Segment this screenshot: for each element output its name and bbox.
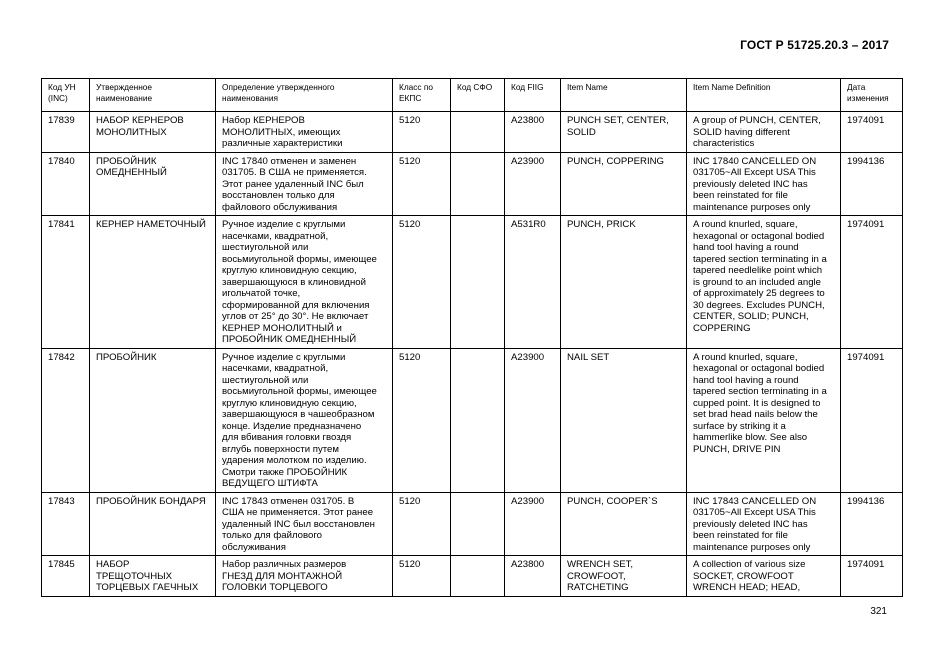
table-cell: Ручное изделие с круглыми насечками, квадратной, шестиугольной или восьмиугольной формы, имеющее круглую клиновидную секцию, завершающуюся в чашеобразном конце. Изделие предназначено для вбивания головки гвоздя вглубь поверхности путем ударения молотком по изделию. Смотри также ПРОБОЙНИК ВЕДУЩЕГО ШТИФТА	[216, 348, 393, 492]
table-cell: Ручное изделие с круглыми насечками, квадратной, шестиугольной или восьмиугольной формы, имеющее круглую клиновидную секцию, завершающуюся в клиновидной игольчатой точке, сформированной для включения углов от 25° до 30°. Не включает КЕРНЕР МОНОЛИТНЫЙ и ПРОБОЙНИК ОМЕДНЕННЫЙ	[216, 216, 393, 349]
document-header: ГОСТ Р 51725.20.3 – 2017	[740, 38, 889, 52]
table-cell: ПРОБОЙНИК ОМЕДНЕННЫЙ	[90, 152, 216, 216]
table-cell: A23900	[505, 492, 561, 556]
column-header: Код FIIG	[505, 79, 561, 112]
table-row	[42, 152, 903, 216]
table-cell: Набор КЕРНЕРОВ МОНОЛИТНЫХ, имеющих различные характеристики	[216, 112, 393, 153]
column-header: Item Name	[561, 79, 687, 112]
table-cell: A531R0	[505, 216, 561, 349]
table-cell: INC 17840 CANCELLED ON 031705~All Except USA This previously deleted INC has been reinstated for file maintenance purposes only	[687, 152, 841, 216]
table-cell: 17839	[42, 112, 90, 153]
column-header: Определение утвержденного наименования	[216, 79, 393, 112]
table-cell	[451, 492, 505, 556]
table-cell: A round knurled, square, hexagonal or octagonal bodied hand tool having a round tapered section terminating in a cupped point. It is designed to set brad head nails below the surface by striking it a hammerlike blow. See also PUNCH, DRIVE PIN	[687, 348, 841, 492]
table-cell: НАБОР КЕРНЕРОВ МОНОЛИТНЫХ	[90, 112, 216, 153]
table-cell: A23900	[505, 152, 561, 216]
table-cell: 1994136	[841, 152, 903, 216]
table-cell: PUNCH, PRICK	[561, 216, 687, 349]
column-header: Item Name Definition	[687, 79, 841, 112]
table-row	[42, 556, 903, 597]
table-cell: 1994136	[841, 492, 903, 556]
table-cell: 17843	[42, 492, 90, 556]
table-cell: 5120	[393, 216, 451, 349]
table-cell: ПРОБОЙНИК	[90, 348, 216, 492]
table-row	[42, 112, 903, 153]
item-name-table	[41, 78, 903, 597]
table-cell: 17845	[42, 556, 90, 597]
table-cell: A23800	[505, 556, 561, 597]
table-cell: A group of PUNCH, CENTER, SOLID having different characteristics	[687, 112, 841, 153]
page-number: 321	[870, 606, 887, 617]
table-row	[42, 348, 903, 492]
table-cell: 17842	[42, 348, 90, 492]
column-header: Код СФО	[451, 79, 505, 112]
table-row	[42, 492, 903, 556]
table-cell: WRENCH SET, CROWFOOT, RATCHETING	[561, 556, 687, 597]
table-cell: PUNCH, COPPERING	[561, 152, 687, 216]
table-cell	[451, 348, 505, 492]
table-cell: 1974091	[841, 112, 903, 153]
table-cell: 17840	[42, 152, 90, 216]
table-cell: ПРОБОЙНИК БОНДАРЯ	[90, 492, 216, 556]
table-cell: 5120	[393, 556, 451, 597]
table-cell	[451, 112, 505, 153]
table-cell: 5120	[393, 492, 451, 556]
column-header: Класс по ЕКПС	[393, 79, 451, 112]
table-cell: INC 17840 отменен и заменен 031705. В США не применяется. Этот ранее удаленный INC был восстановлен только для файлового обслуживания	[216, 152, 393, 216]
table-cell: PUNCH, COOPER`S	[561, 492, 687, 556]
table-cell: A collection of various size SOCKET, CROWFOOT WRENCH HEAD; HEAD,	[687, 556, 841, 597]
column-header: Дата изменения	[841, 79, 903, 112]
table-cell: НАБОР ТРЕЩОТОЧНЫХ ТОРЦЕВЫХ ГАЕЧНЫХ	[90, 556, 216, 597]
table-cell: PUNCH SET, CENTER, SOLID	[561, 112, 687, 153]
table-cell: INC 17843 отменен 031705. В США не применяется. Этот ранее удаленный INC был восстановлен только для файлового обслуживания	[216, 492, 393, 556]
table-cell: NAIL SET	[561, 348, 687, 492]
table-cell: 5120	[393, 112, 451, 153]
table-cell: A round knurled, square, hexagonal or octagonal bodied hand tool having a round tapered section terminating in a tapered needlelike point which is ground to an included angle of approximately 25 degrees to 30 degrees. Excludes PUNCH, CENTER, SOLID; PUNCH, COPPERING	[687, 216, 841, 349]
table-cell: 5120	[393, 152, 451, 216]
table-cell: 17841	[42, 216, 90, 349]
table-row	[42, 216, 903, 349]
table-cell: 1974091	[841, 348, 903, 492]
table-cell: A23900	[505, 348, 561, 492]
column-header: Утвержденное наименование	[90, 79, 216, 112]
table-cell: 1974091	[841, 556, 903, 597]
table-cell: КЕРНЕР НАМЕТОЧНЫЙ	[90, 216, 216, 349]
table-header-row	[42, 79, 903, 112]
table-cell: A23800	[505, 112, 561, 153]
table-cell: INC 17843 CANCELLED ON 031705~All Except USA This previously deleted INC has been reinstated for file maintenance purposes only	[687, 492, 841, 556]
table-cell: 1974091	[841, 216, 903, 349]
column-header: Код УН (INC)	[42, 79, 90, 112]
table-cell	[451, 556, 505, 597]
table-cell: 5120	[393, 348, 451, 492]
table-cell	[451, 152, 505, 216]
table-cell	[451, 216, 505, 349]
table-cell: Набор различных размеров ГНЕЗД ДЛЯ МОНТАЖНОЙ ГОЛОВКИ ТОРЦЕВОГО	[216, 556, 393, 597]
